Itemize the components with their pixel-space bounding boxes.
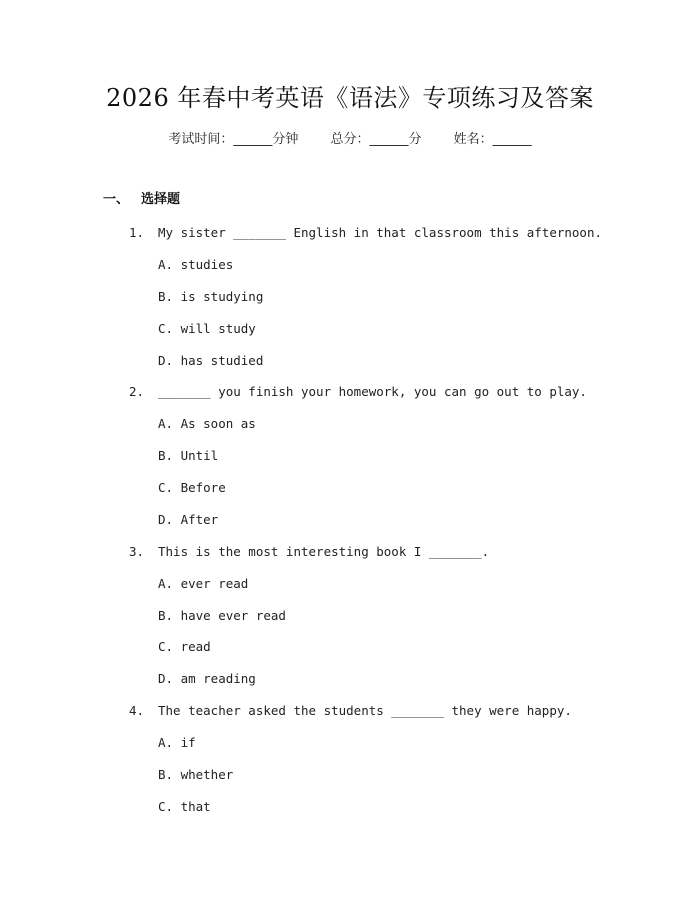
question-number: 3.: [129, 544, 145, 559]
section-title: 选择题: [141, 192, 181, 207]
exam-time: 考试时间：______分钟: [168, 132, 299, 147]
option-c: C. Before: [158, 480, 226, 495]
question-text: My sister _______ English in that classroom this afternoon.: [158, 225, 603, 240]
question-text: This is the most interesting book I _______.: [158, 544, 490, 559]
option-a: A. ever read: [158, 576, 249, 591]
total-score: 总分：______分: [330, 132, 422, 147]
option-b: B. is studying: [158, 289, 264, 304]
student-name: 姓名：______: [453, 132, 532, 147]
option-d: D. has studied: [158, 353, 264, 368]
option-a: A. studies: [158, 257, 234, 272]
option-a: A. if: [158, 735, 196, 750]
option-c: C. that: [158, 799, 211, 814]
option-d: D. am reading: [158, 671, 256, 686]
option-b: B. whether: [158, 767, 234, 782]
question-number: 4.: [129, 703, 145, 718]
option-b: B. have ever read: [158, 608, 286, 623]
section-number: 一、: [103, 192, 130, 207]
question-number: 1.: [129, 225, 145, 240]
option-c: C. will study: [158, 321, 256, 336]
page-title: 2026 年春中考英语《语法》专项练习及答案: [106, 84, 594, 112]
question-number: 2.: [129, 384, 145, 399]
option-c: C. read: [158, 639, 211, 654]
option-a: A. As soon as: [158, 416, 256, 431]
option-d: D. After: [158, 512, 219, 527]
question-text: The teacher asked the students _______ they were happy.: [158, 703, 572, 718]
question-text: _______ you finish your homework, you can go out to play.: [158, 384, 587, 399]
exam-meta: [0, 130, 700, 150]
section-heading: [103, 190, 180, 210]
option-b: B. Until: [158, 448, 219, 463]
